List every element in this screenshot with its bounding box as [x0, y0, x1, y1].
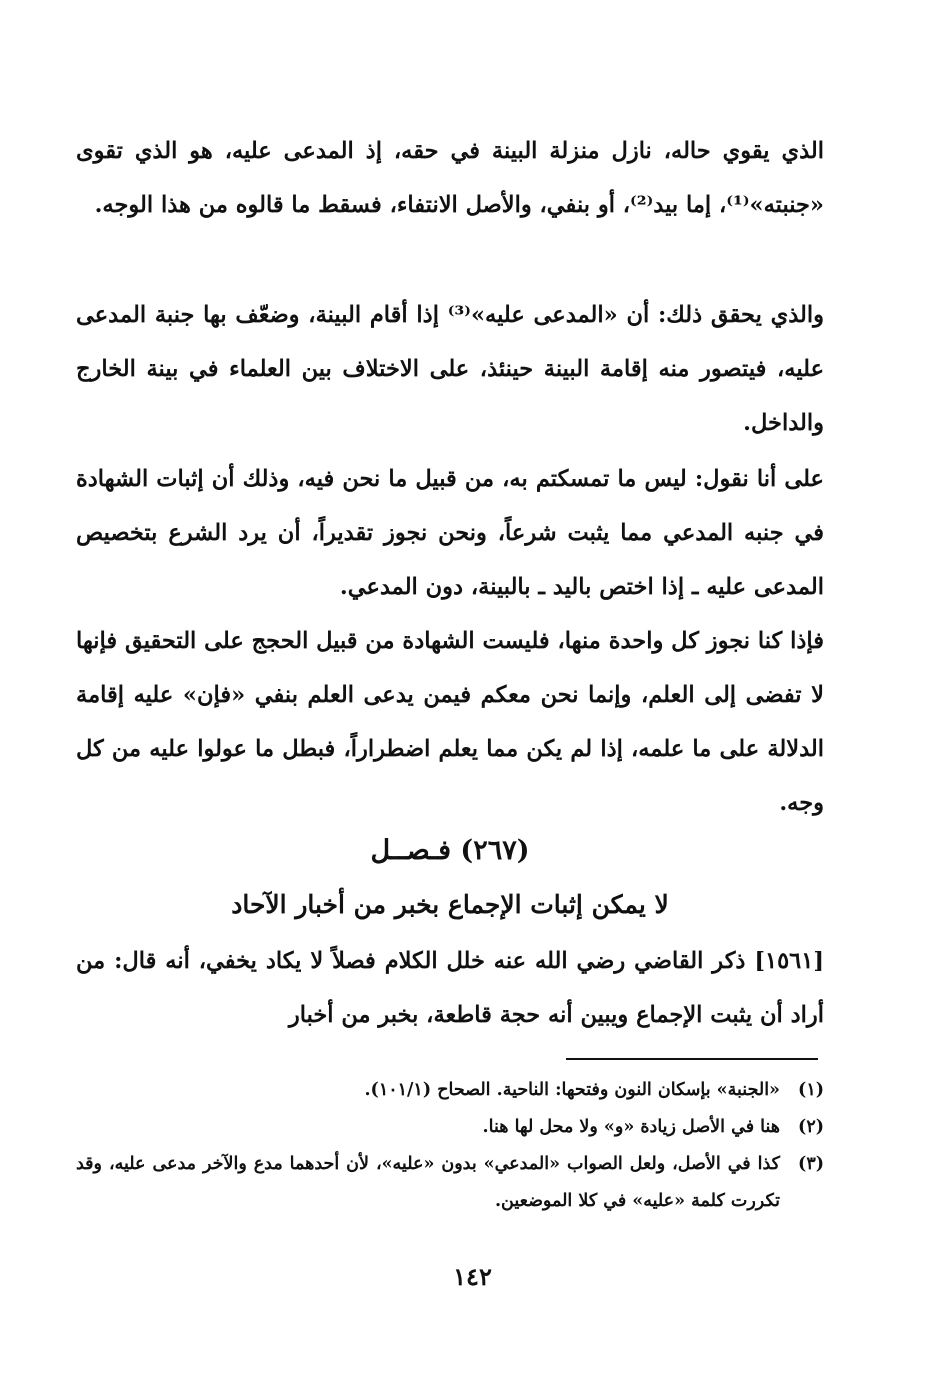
- footnotes: [76, 1072, 824, 1220]
- footnote-3: [76, 1146, 824, 1220]
- body-paragraph-3: على أنا نقول: ليس ما تمسكتم به، من قبيل ما نحن فيه، وذلك أن إثبات الشهادة في جنبه المدعي مما يثبت شرعاً، ونحن نجوز تقديراً، أن يرد الشرع بتخصيص المدعى عليه ـ إذا اختص باليد ـ بالبينة، دون المدعي.: [76, 466, 824, 600]
- footnote-number: (١): [798, 1080, 824, 1100]
- footnote-text: هنا في الأصل زيادة «و» ولا محل لها هنا.: [482, 1117, 780, 1137]
- footnote-number: (٢): [798, 1117, 824, 1137]
- body-paragraph-2: والذي يحقق ذلك: أن «المدعى عليه»⁽³⁾ إذا أقام البينة، وضعّف بها جنبة المدعى عليه، فيتصور منه إقامة البينة حينئذ، على الاختلاف بين العلماء في بينة الخارج والداخل.: [76, 302, 824, 436]
- footnote-divider: [566, 1058, 818, 1060]
- footnote-2: [76, 1109, 824, 1146]
- body-paragraph-1: الذي يقوي حاله، نازل منزلة البينة في حقه، إذ المدعى عليه، هو الذي تقوى «جنبته»⁽¹⁾، إما بيد⁽²⁾، أو بنفي، والأصل الانتفاء، فسقط ما قالوه من هذا الوجه.: [76, 138, 824, 218]
- section-subtitle: لا يمكن إثبات الإجماع بخبر من أخبار الآحاد: [231, 890, 669, 919]
- footnote-text: كذا في الأصل، ولعل الصواب «المدعي» بدون «عليه»، لأن أحدهما مدع والآخر مدعى عليه، وقد تكررت كلمة «عليه» في كلا الموضعين.: [76, 1154, 780, 1211]
- footnote-1: [76, 1072, 824, 1109]
- footnote-text: «الجنبة» بإسكان النون وفتحها: الناحية. الصحاح (١٠١/١).: [364, 1080, 780, 1100]
- footnote-number: (٣): [798, 1154, 824, 1174]
- body-paragraph-5: [١٥٦١] ذكر القاضي رضي الله عنه خلل الكلام فصلاً لا يكاد يخفي، أنه قال: من أراد أن يثبت الإجماع ويبين أنه حجة قاطعة، بخبر من أخبار: [76, 948, 824, 1028]
- page-number: ١٤٢: [453, 1262, 492, 1291]
- section-heading: (٢٦٧) فـصــل: [370, 835, 530, 866]
- body-paragraph-4: فإذا كنا نجوز كل واحدة منها، فليست الشهادة من قبيل الحجج على التحقيق فإنها لا تفضى إلى العلم، وإنما نحن معكم فيمن يدعى العلم بنفي «فإن» عليه إقامة الدلالة على ما علمه، إذا لم يكن مما يعلم اضطراراً، فبطل ما عولوا عليه من كل وجه.: [76, 628, 824, 816]
